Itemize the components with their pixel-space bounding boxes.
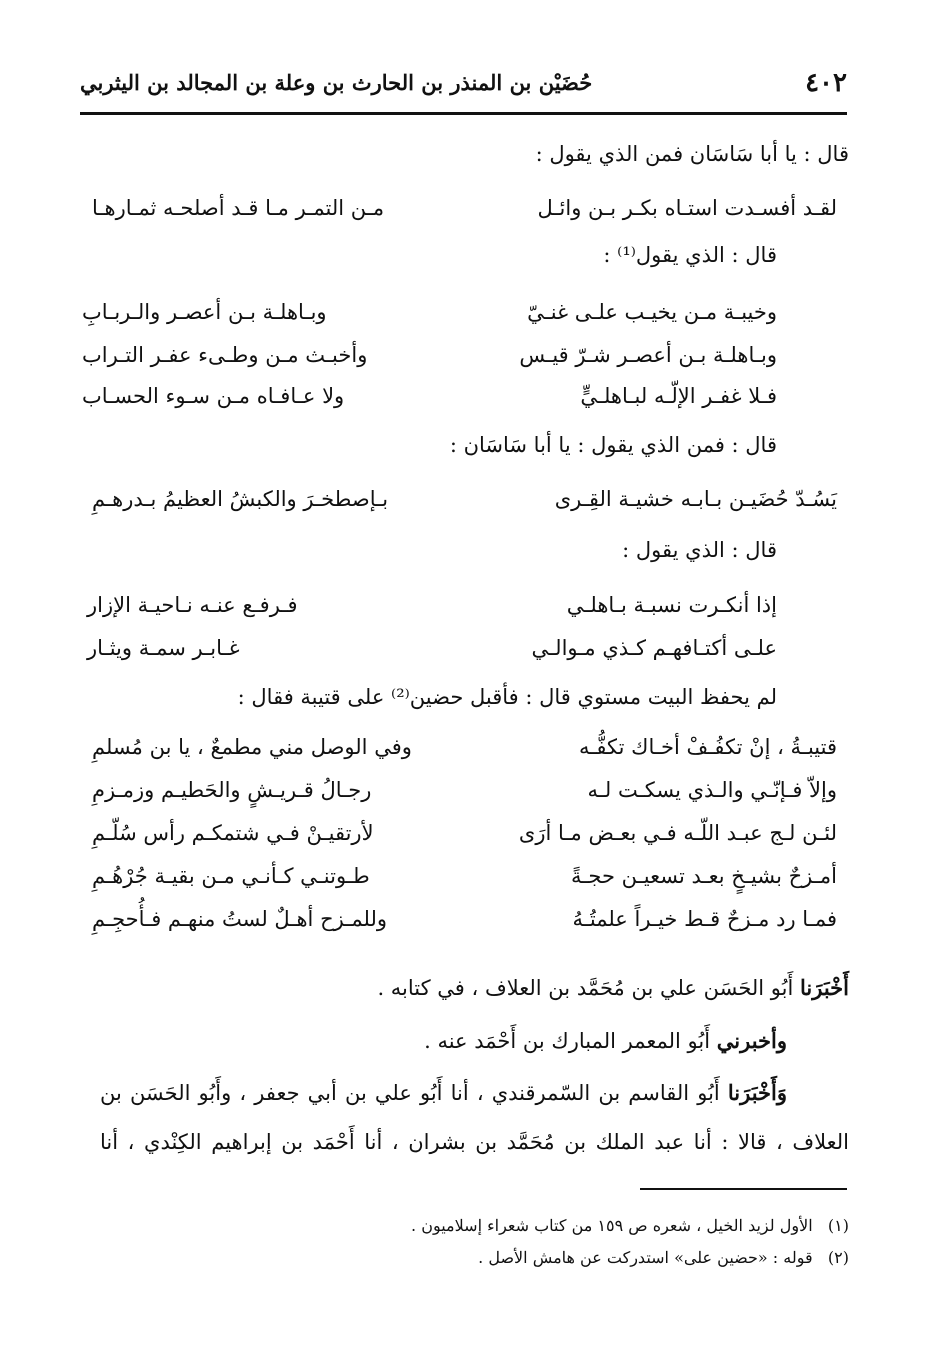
verse-second-hemistich: وأخبـث مـن وطـىء عفـر التـراب xyxy=(82,343,368,367)
footnote-text: قوله : «حضين على» استدركت عن هامش الأصل . xyxy=(478,1248,813,1267)
verse-first-hemistich: لقـد أفسـدت استـاه بكـر بـن وائـل xyxy=(537,196,837,220)
isnad-line: العلاف ، قالا : أنا عبد الملك بن مُحَمَّد بن بشران ، أنا أَحْمَد بن إبراهيم الكِنْدي ، أنا xyxy=(100,1130,849,1154)
verse-second-hemistich: فـرفـع عنـه نـاحيـة الإزار xyxy=(87,593,298,617)
narration-line: قال : الذي يقول⁽¹⁾ : xyxy=(603,243,777,267)
verse-first-hemistich: أمـزحٌ بشيـخٍ بعـد تسعيـن حجـةً xyxy=(571,864,837,888)
footnote xyxy=(478,1248,849,1267)
verse-second-hemistich: لأرتقيـنْ فـي شتمكـم رأس سُلّـمِ xyxy=(92,821,374,845)
narration-line: قال : يا أبا سَاسَان فمن الذي يقول : xyxy=(535,142,849,166)
verse-second-hemistich: وبـاهلـة بـن أعصـر والـربـابِ xyxy=(82,300,327,324)
verse-second-hemistich: طـوتنـي كـأنـي مـن بقيـة جُرْهُـمِ xyxy=(92,864,370,888)
verse-second-hemistich: وفي الوصل مني مطمعٌ ، يا بن مُسلمِ xyxy=(92,735,412,759)
verse-second-hemistich: وللمـزح أهـلٌ لستُ منهـم فـأُحجِـمِ xyxy=(92,907,387,931)
isnad-keyword: وأخبرني xyxy=(716,1028,787,1053)
isnad-line xyxy=(100,975,849,1001)
verse-second-hemistich: غـابـر سمـة ويثـار xyxy=(87,636,240,660)
verse-first-hemistich: قتيبـةُ ، إنْ تكفُـفْ أخـاك تكفُّـه xyxy=(579,735,837,759)
isnad-line xyxy=(100,1028,787,1054)
page-header xyxy=(80,62,847,114)
footnote-text: الأول لزيد الخيل ، شعره ص ١٥٩ من كتاب شعراء إسلاميون . xyxy=(411,1216,813,1235)
running-title: حُضَيْن بن المنذر بن الحارث بن وعلة بن المجالد بن اليثربي xyxy=(80,70,593,95)
verse-first-hemistich: لئـن لـج عبـد اللّـه فـي بعـض مـا أرَى xyxy=(518,821,837,845)
narration-line: قال : فمن الذي يقول : يا أبا سَاسَان : xyxy=(449,433,777,457)
isnad-keyword: أَخْبَرَنا xyxy=(800,975,849,1000)
isnad-keyword: وَأَخْبَرَنا xyxy=(727,1080,787,1105)
verse-second-hemistich: رجـالُ قـريـشٍ والحَطيـم وزمـزمِ xyxy=(92,778,372,802)
footnote xyxy=(411,1216,849,1235)
verse-second-hemistich: مـن التمـر مـا قـد أصلحـه ثمـارهـا xyxy=(92,196,385,220)
isnad-line xyxy=(100,1080,787,1106)
verse-first-hemistich: وإلاّ فـإنّـي والـذي يسكـت لـه xyxy=(587,778,837,802)
verse-first-hemistich: علـى أكتـافهـم كـذي مـوالـي xyxy=(531,636,777,660)
footnote-number: (٢) xyxy=(827,1248,849,1267)
verse-second-hemistich: ولا عـافـاه مـن سـوء الحسـاب xyxy=(82,384,345,408)
verse-first-hemistich: وبـاهلـة بـن أعصـر شـرّ قيـس xyxy=(519,343,777,367)
narration-line: لم يحفظ البيت مستوي قال : فأقبل حضين⁽²⁾ على قتيبة فقال : xyxy=(237,685,777,709)
verse-first-hemistich: يَسُـدّ حُضَيـن بـابـه خشيـة القِـرى xyxy=(554,487,837,511)
verse-first-hemistich: إذا أنكـرت نسبـة بـاهلـي xyxy=(566,593,777,617)
isnad-text: أَبُو المعمر المبارك بن أَحْمَد عنه . xyxy=(424,1029,717,1053)
narration-line: قال : الذي يقول : xyxy=(622,538,777,562)
page-number: ٤٠٢ xyxy=(805,68,847,98)
isnad-text: أَبُو الحَسَن علي بن مُحَمَّد بن العلاف ، في كتابه . xyxy=(377,976,801,1000)
verse-first-hemistich: فـلا غفـر الإلّـه لبـاهلـيٍّ xyxy=(580,384,777,408)
footnote-number: (١) xyxy=(827,1216,849,1235)
footnote-rule xyxy=(640,1188,847,1190)
header-rule xyxy=(80,112,847,115)
isnad-text: أَبُو القاسم بن السّمرقندي ، أنا أَبُو علي بن أبي جعفر ، وأَبُو الحَسَن بن xyxy=(100,1081,728,1105)
verse-second-hemistich: بـإصطخـرَ والكبشُ العظيمُ بـدرهـمِ xyxy=(92,487,389,511)
verse-first-hemistich: وخيبـة مـن يخيـب علـى غنـيّ xyxy=(527,300,777,324)
verse-first-hemistich: فمـا رد مـزحٌ قـط خيـراً علمتُـهُ xyxy=(572,907,837,931)
